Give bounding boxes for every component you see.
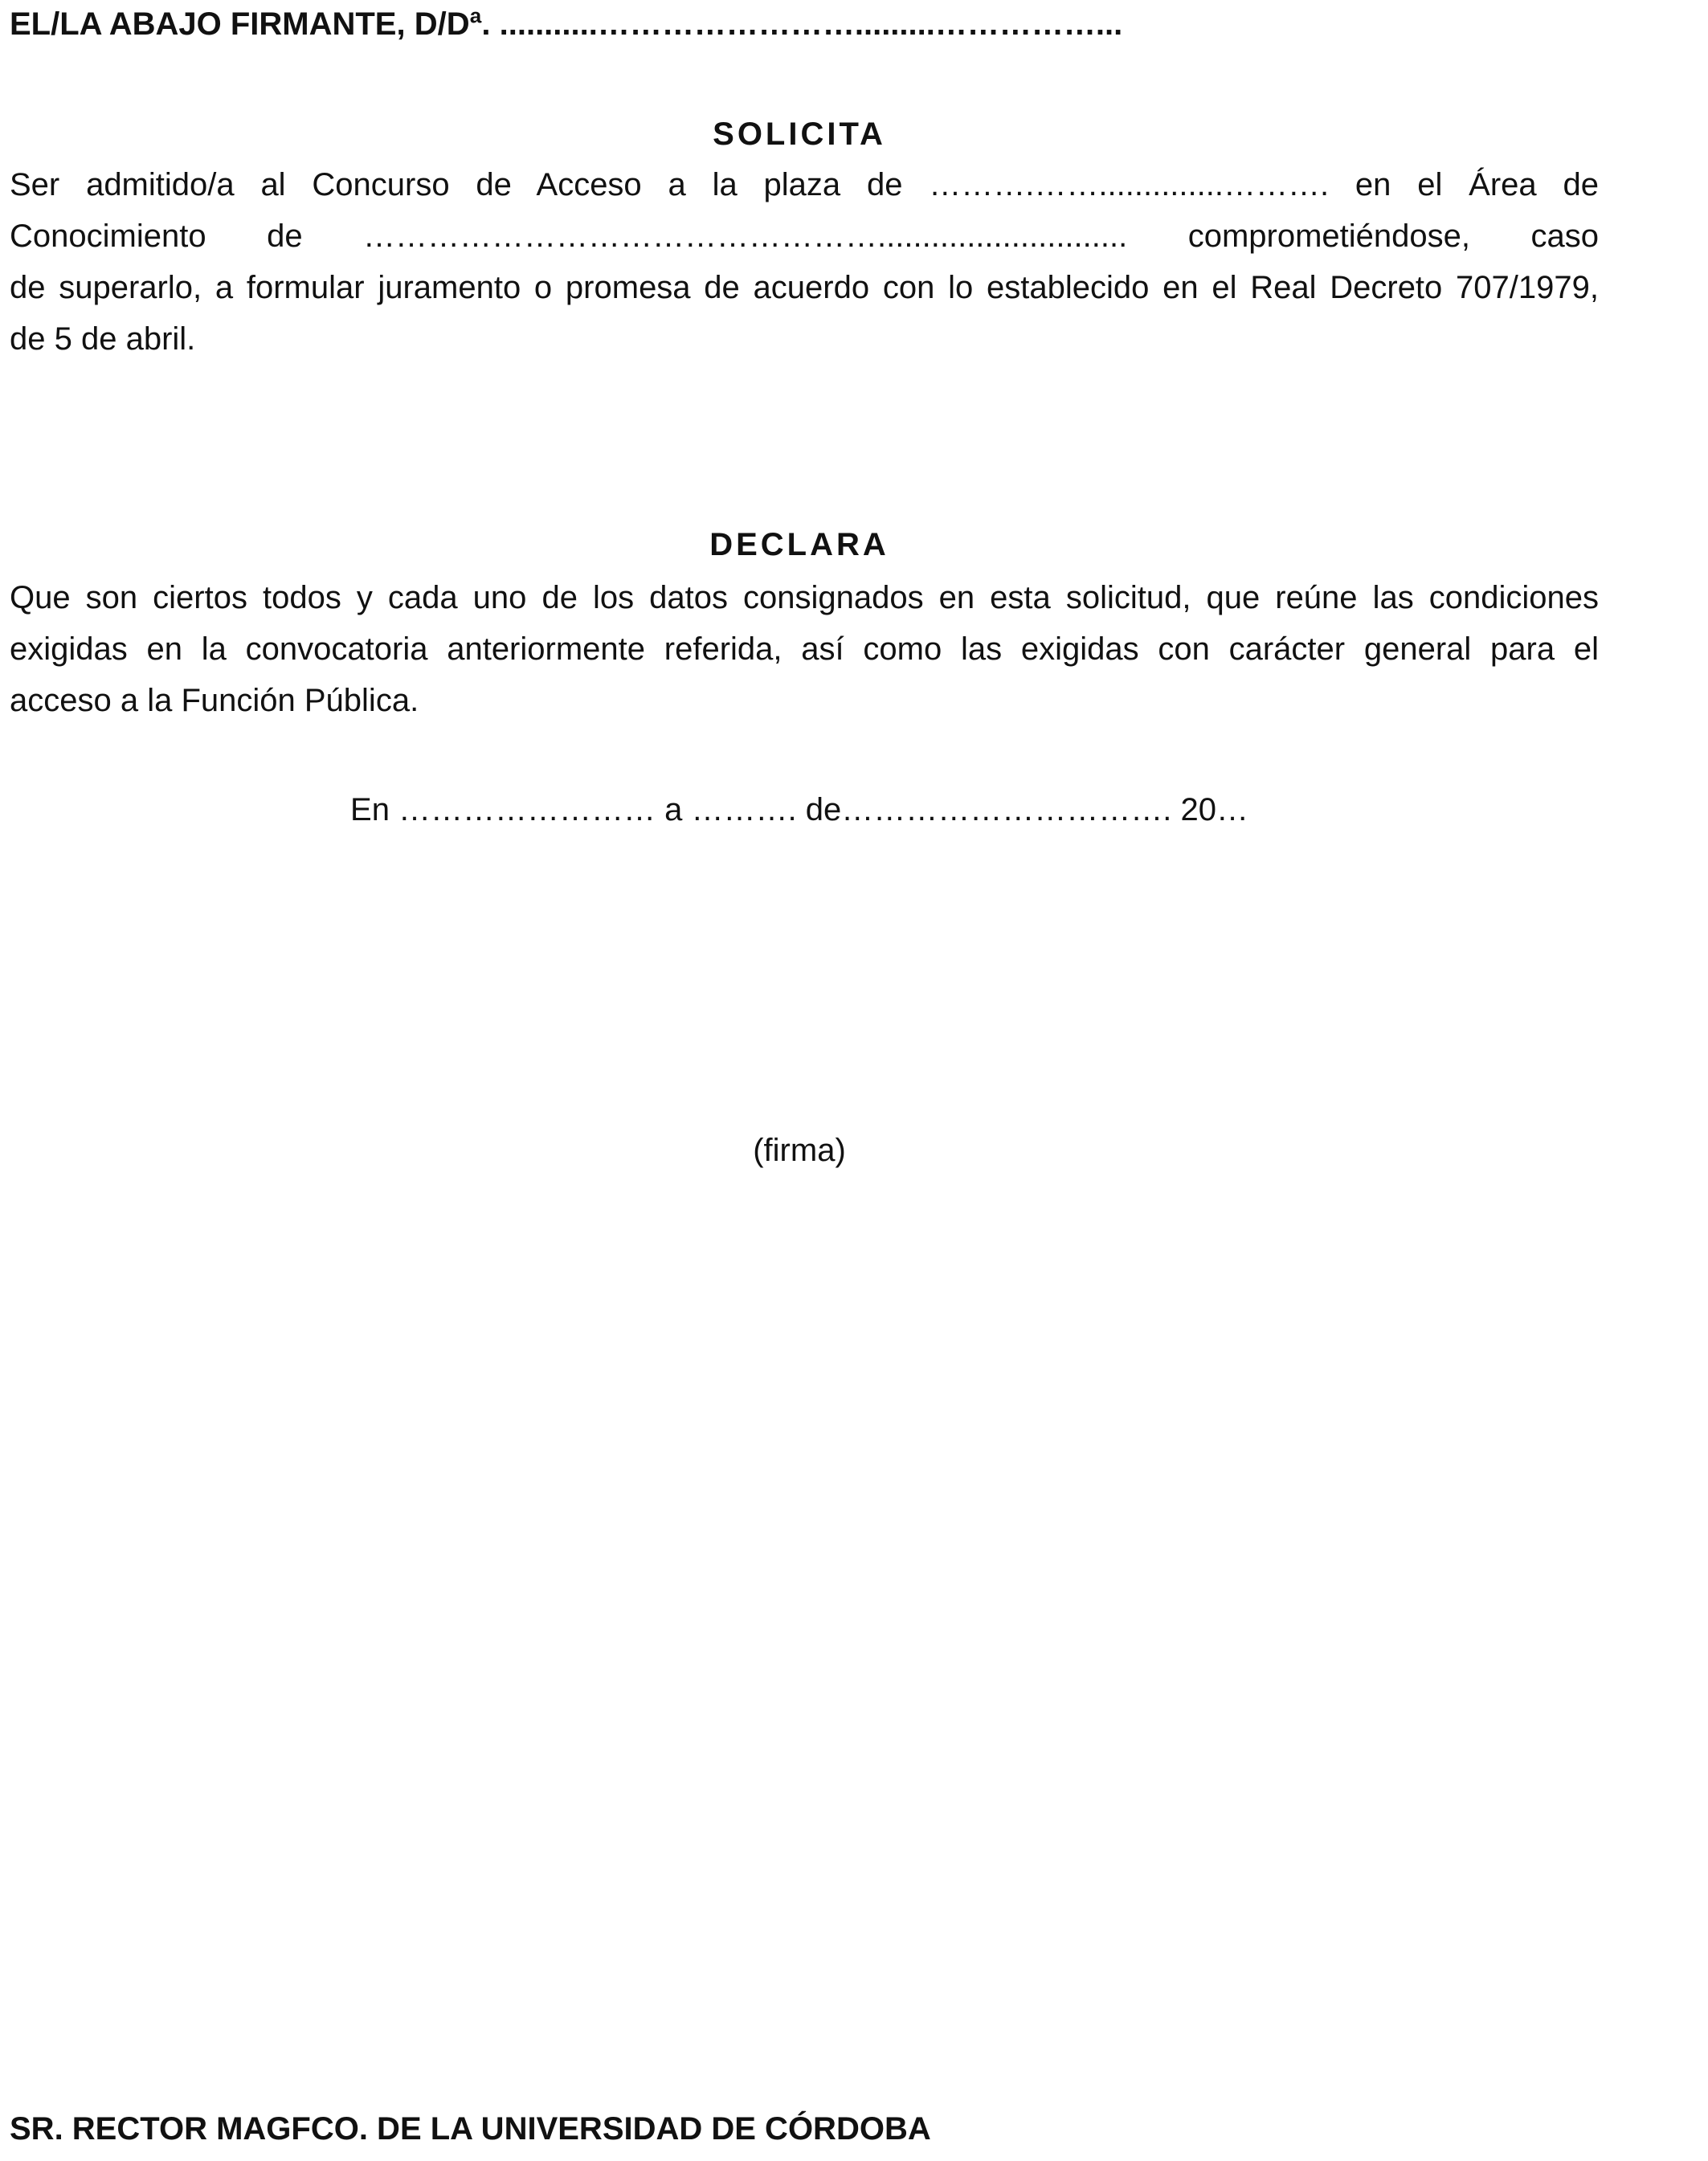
place-date-line: En …………………… a ………. de…………………………. 20… bbox=[350, 792, 1248, 827]
declara-line-1: Que son ciertos todos y cada uno de los datos consignados en esta solicitud, que reúne las condiciones bbox=[10, 580, 1599, 615]
signatory-line: EL/LA ABAJO FIRMANTE, D/Dª. ...........…………………….........……………... bbox=[10, 6, 1123, 42]
solicita-line-2: Conocimiento de …………………………………………............................ comprometiéndose, caso bbox=[10, 219, 1599, 254]
solicita-line-3: de superarlo, a formular juramento o promesa de acuerdo con lo establecido en el Real Decreto 707/1979, bbox=[10, 270, 1599, 305]
declara-heading: DECLARA bbox=[709, 527, 889, 562]
solicita-line-1: Ser admitido/a al Concurso de Acceso a la plaza de ……….……..............………. en el Área de bbox=[10, 167, 1599, 202]
addressee-line: SR. RECTOR MAGFCO. DE LA UNIVERSIDAD DE CÓRDOBA bbox=[10, 2111, 931, 2147]
solicita-heading: SOLICITA bbox=[713, 116, 886, 152]
signature-label: (firma) bbox=[753, 1133, 846, 1168]
declara-line-3: acceso a la Función Pública. bbox=[10, 683, 419, 718]
declara-line-2: exigidas en la convocatoria anteriormente referida, así como las exigidas con carácter general para el bbox=[10, 631, 1599, 667]
solicita-line-4: de 5 de abril. bbox=[10, 321, 196, 357]
